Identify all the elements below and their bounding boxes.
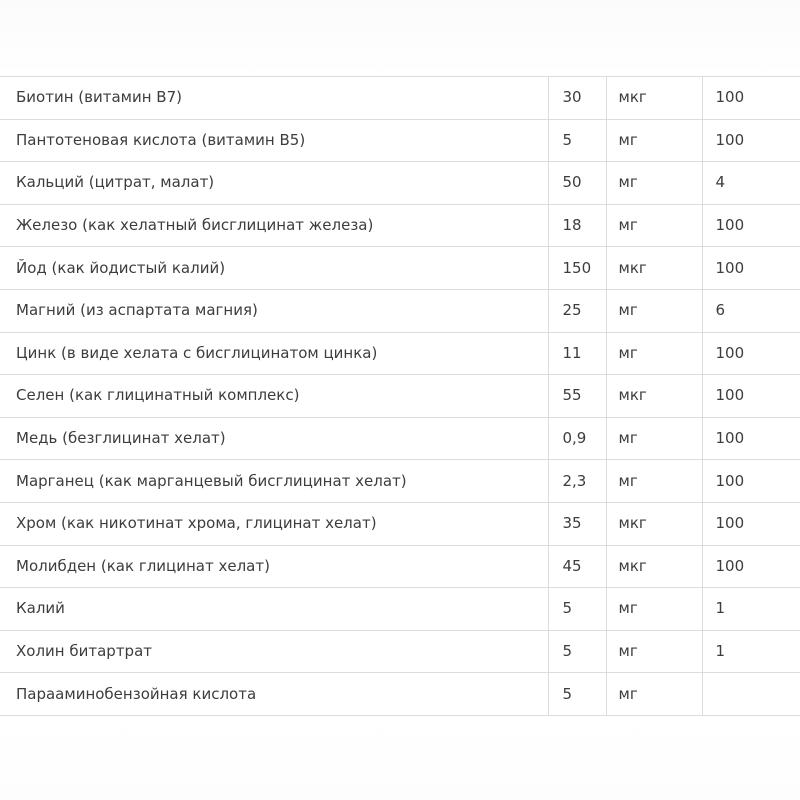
- unit-cell: мг: [606, 162, 702, 205]
- daily-value-cell: 100: [702, 417, 800, 460]
- nutrient-name-cell: Холин битартрат: [0, 630, 548, 673]
- amount-cell: 45: [548, 545, 606, 588]
- amount-cell: 50: [548, 162, 606, 205]
- nutrient-name-cell: Калий: [0, 588, 548, 631]
- table-row: [0, 289, 800, 332]
- table-row: [0, 332, 800, 375]
- unit-cell: мкг: [606, 247, 702, 290]
- daily-value-cell: 100: [702, 502, 800, 545]
- table-row: [0, 545, 800, 588]
- nutrient-name-cell: Кальций (цитрат, малат): [0, 162, 548, 205]
- amount-cell: 5: [548, 630, 606, 673]
- table-row: [0, 460, 800, 503]
- table-row: [0, 588, 800, 631]
- table-row: [0, 204, 800, 247]
- nutrient-name-cell: Железо (как хелатный бисглицинат железа): [0, 204, 548, 247]
- daily-value-cell: 100: [702, 375, 800, 418]
- nutrient-name-cell: Марганец (как марганцевый бисглицинат хелат): [0, 460, 548, 503]
- daily-value-cell: [702, 673, 800, 716]
- amount-cell: 30: [548, 77, 606, 120]
- table-row: [0, 673, 800, 716]
- unit-cell: мг: [606, 630, 702, 673]
- amount-cell: 11: [548, 332, 606, 375]
- unit-cell: мкг: [606, 502, 702, 545]
- unit-cell: мкг: [606, 375, 702, 418]
- nutrient-name-cell: Парааминобензойная кислота: [0, 673, 548, 716]
- table-row: [0, 162, 800, 205]
- nutrient-name-cell: Цинк (в виде хелата с бисглицинатом цинка): [0, 332, 548, 375]
- amount-cell: 25: [548, 289, 606, 332]
- unit-cell: мг: [606, 673, 702, 716]
- amount-cell: 0,9: [548, 417, 606, 460]
- daily-value-cell: 100: [702, 247, 800, 290]
- nutrient-table: [0, 76, 800, 716]
- top-faded-area: [0, 0, 800, 76]
- nutrient-name-cell: Молибден (как глицинат хелат): [0, 545, 548, 588]
- daily-value-cell: 100: [702, 545, 800, 588]
- amount-cell: 5: [548, 588, 606, 631]
- table-row: [0, 630, 800, 673]
- table-row: [0, 77, 800, 120]
- daily-value-cell: 1: [702, 630, 800, 673]
- nutrient-name-cell: Пантотеновая кислота (витамин В5): [0, 119, 548, 162]
- nutrient-name-cell: Хром (как никотинат хрома, глицинат хелат): [0, 502, 548, 545]
- amount-cell: 5: [548, 673, 606, 716]
- table-row: [0, 247, 800, 290]
- nutrient-name-cell: Магний (из аспартата магния): [0, 289, 548, 332]
- daily-value-cell: 100: [702, 204, 800, 247]
- bottom-faded-area: [0, 717, 800, 800]
- unit-cell: мг: [606, 460, 702, 503]
- unit-cell: мг: [606, 289, 702, 332]
- daily-value-cell: 100: [702, 332, 800, 375]
- nutrient-name-cell: Селен (как глицинатный комплекс): [0, 375, 548, 418]
- table-row: [0, 502, 800, 545]
- daily-value-cell: 100: [702, 460, 800, 503]
- amount-cell: 55: [548, 375, 606, 418]
- nutrient-name-cell: Биотин (витамин В7): [0, 77, 548, 120]
- daily-value-cell: 100: [702, 77, 800, 120]
- amount-cell: 35: [548, 502, 606, 545]
- daily-value-cell: 100: [702, 119, 800, 162]
- table-row: [0, 119, 800, 162]
- unit-cell: мкг: [606, 545, 702, 588]
- amount-cell: 5: [548, 119, 606, 162]
- unit-cell: мг: [606, 119, 702, 162]
- daily-value-cell: 6: [702, 289, 800, 332]
- daily-value-cell: 4: [702, 162, 800, 205]
- unit-cell: мг: [606, 332, 702, 375]
- unit-cell: мг: [606, 204, 702, 247]
- unit-cell: мкг: [606, 77, 702, 120]
- amount-cell: 150: [548, 247, 606, 290]
- table-row: [0, 375, 800, 418]
- unit-cell: мг: [606, 588, 702, 631]
- nutrient-name-cell: Медь (безглицинат хелат): [0, 417, 548, 460]
- nutrient-table-body: [0, 77, 800, 716]
- amount-cell: 18: [548, 204, 606, 247]
- nutrient-name-cell: Йод (как йодистый калий): [0, 247, 548, 290]
- daily-value-cell: 1: [702, 588, 800, 631]
- unit-cell: мг: [606, 417, 702, 460]
- table-row: [0, 417, 800, 460]
- amount-cell: 2,3: [548, 460, 606, 503]
